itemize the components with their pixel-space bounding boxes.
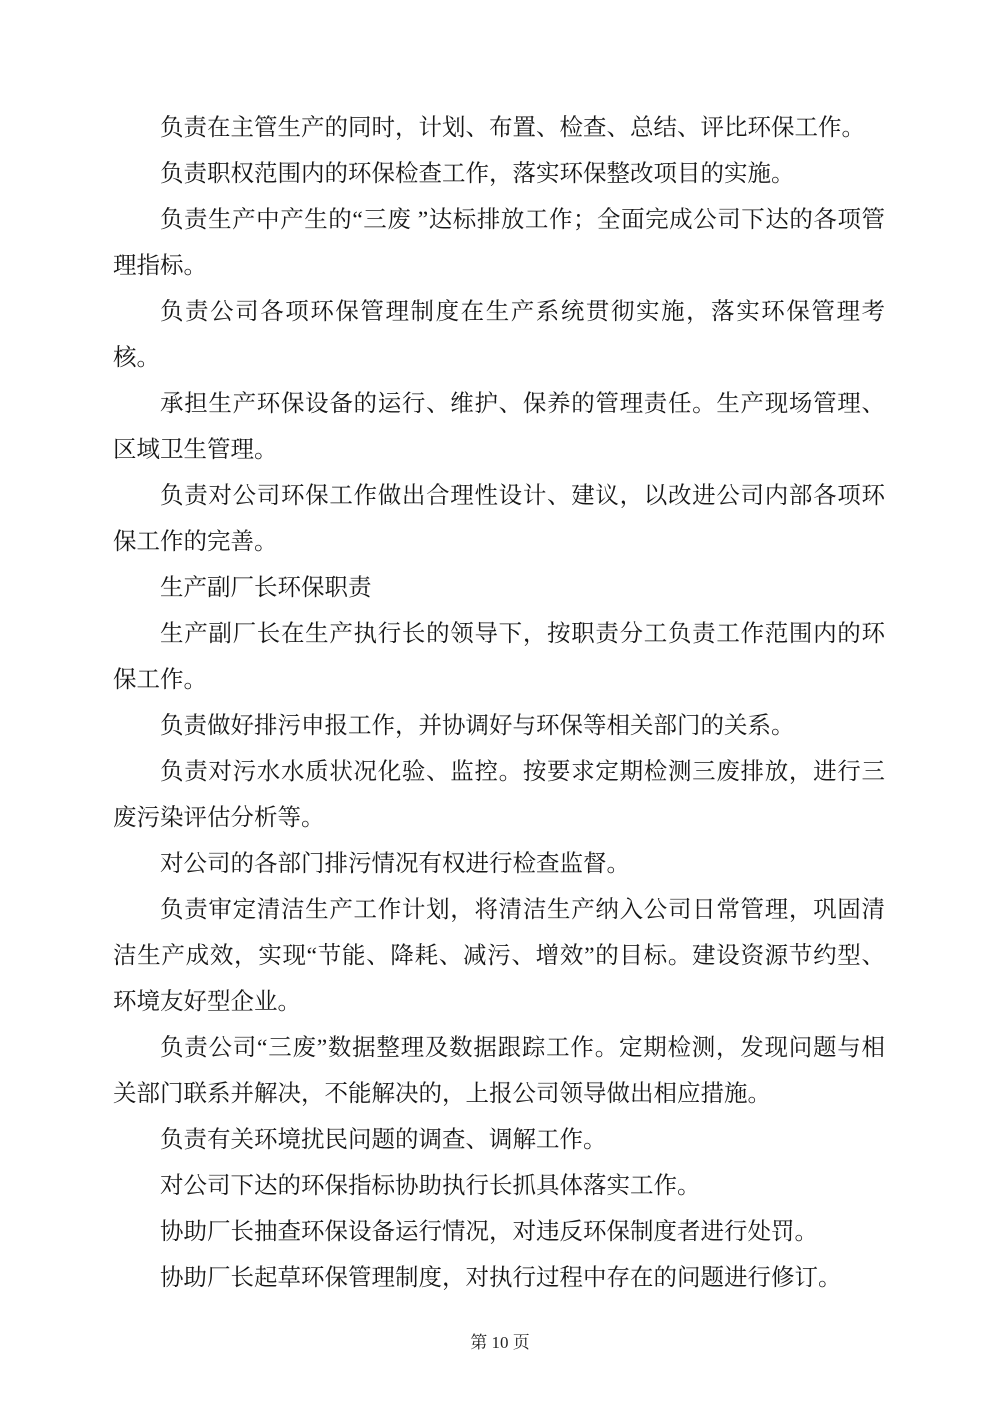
paragraph: 负责对公司环保工作做出合理性设计、建议，以改进公司内部各项环保工作的完善。 (113, 483, 885, 555)
paragraph: 生产副厂长在生产执行长的领导下，按职责分工负责工作范围内的环保工作。 (113, 621, 885, 693)
paragraph: 承担生产环保设备的运行、维护、保养的管理责任。生产现场管理、区域卫生管理。 (113, 391, 885, 463)
paragraph: 协助厂长抽查环保设备运行情况，对违反环保制度者进行处罚。 (160, 1219, 818, 1245)
paragraph: 协助厂长起草环保管理制度，对执行过程中存在的问题进行修订。 (160, 1265, 842, 1291)
paragraph: 负责公司各项环保管理制度在生产系统贯彻实施，落实环保管理考核。 (113, 299, 885, 371)
paragraph: 负责审定清洁生产工作计划，将清洁生产纳入公司日常管理，巩固清洁生产成效，实现“节能、降耗、减污、增效”的目标。建设资源节约型、环境友好型企业。 (113, 897, 885, 1015)
page-number-footer: 第 10 页 (470, 1333, 530, 1352)
paragraph: 对公司下达的环保指标协助执行长抓具体落实工作。 (160, 1173, 701, 1199)
paragraph: 对公司的各部门排污情况有权进行检查监督。 (160, 851, 630, 877)
paragraph: 负责对污水水质状况化验、监控。按要求定期检测三废排放，进行三废污染评估分析等。 (113, 759, 885, 831)
document-body (113, 105, 885, 1301)
paragraph: 负责公司“三废”数据整理及数据跟踪工作。定期检测，发现问题与相关部门联系并解决，不能解决的，上报公司领导做出相应措施。 (113, 1035, 885, 1107)
paragraph: 负责有关环境扰民问题的调查、调解工作。 (160, 1127, 607, 1153)
paragraph: 负责职权范围内的环保检查工作，落实环保整改项目的实施。 (160, 161, 795, 187)
paragraph: 负责在主管生产的同时，计划、布置、检查、总结、评比环保工作。 (160, 115, 865, 141)
section-heading: 生产副厂长环保职责 (160, 575, 372, 601)
paragraph: 负责做好排污申报工作，并协调好与环保等相关部门的关系。 (160, 713, 795, 739)
paragraph: 负责生产中产生的“三废 ”达标排放工作；全面完成公司下达的各项管理指标。 (113, 207, 885, 279)
